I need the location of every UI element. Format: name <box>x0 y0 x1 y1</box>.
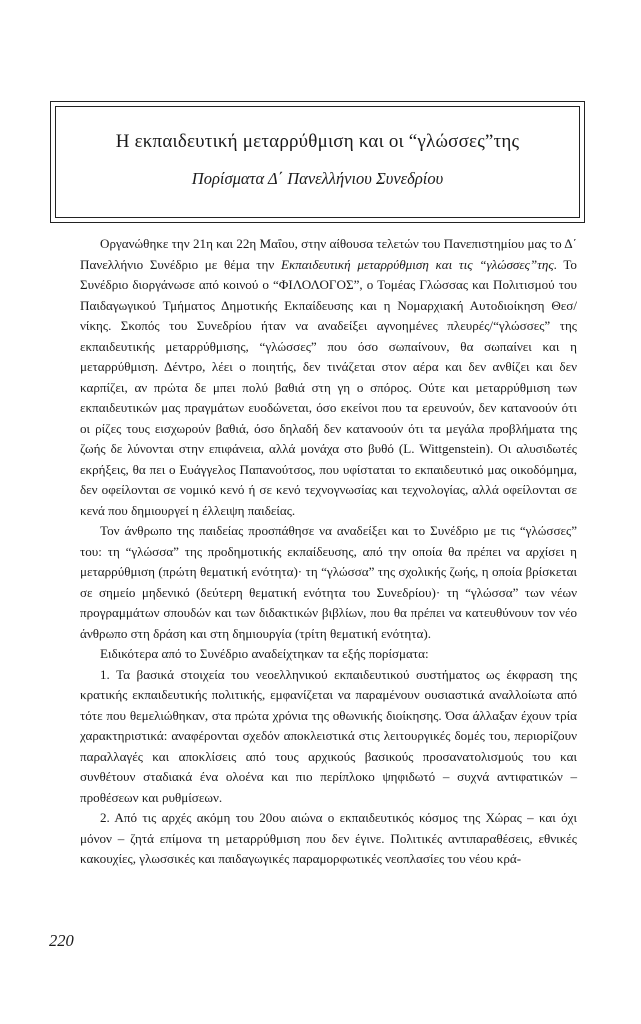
paragraph-2: Τον άνθρωπο της παιδείας προσπάθησε να αναδείξει και το Συνέδριο με τις “γλώσσες” του: τη “γλώσσα” της προδημοτικής εκπαίδευσης, από την οποία θα πρέπει να αρχίσει η μεταρρύθμιση (πρώτη θεματική ενότητα)· τη “γλώσσα” της σχολικής ζωής, η οποία βρίσκεται σε σημείο μηδενικό (δεύτερη θεματική ενότητα του Συνεδρίου)· τη “γλώσσα” των νέων προγραμμάτων σπουδών και των διδακτικών βιβλίων, που θα πρέπει να κατευθύνουν τον νέο άνθρωπο στη δράση και στη δημιουργία (τρίτη θεματική ενότητα). <box>80 523 577 641</box>
paragraph-3: Ειδικότερα από το Συνέδριο αναδείχτηκαν τα εξής πορίσματα: <box>100 646 429 661</box>
paragraph-1-emphasis: Εκπαιδευτική μεταρρύθμιση και τις “γλώσσες”της <box>280 256 554 272</box>
page-number: 220 <box>49 931 74 950</box>
paragraph-4: 1. Τα βασικά στοιχεία του νεοελληνικού εκπαιδευτικού συστήματος ως έκφραση της κρατικής εκπαιδευτικής πολιτικής, εμφανίζεται να παραμένουν ουσιαστικά αναλλοίωτα από τότε που θεμελιώθηκαν, στα πρώτα χρόνια της οθωνικής διοίκησης. Όσα άλλαξαν έχουν τρία χαρακτηριστικά: αναφέρονται σχεδόν αποκλειστικά στις λειτουργικές δομές του, περιορίζουν παραλλαγές και αποκλίσεις από τους αρχικούς βασικούς προσανατολισμούς του και συνθέτουν σταδιακά ένα ολοένα και πιο περίπλοκο ψηφιδωτό – συχνά αντιφατικών – προθέσεων και ρυθμίσεων. <box>80 666 577 805</box>
title-frame <box>50 101 585 223</box>
article-subtitle: Πορίσματα Δ΄ Πανελλήνιου Συνεδρίου <box>191 169 444 188</box>
article-title: Η εκπαιδευτική μεταρρύθμιση και οι “γλώσσες”της <box>115 131 520 152</box>
article-body <box>80 234 577 870</box>
paragraph-1 <box>80 234 577 521</box>
paragraph-1-rest: . Το Συνέδριο διοργάνωσε από κοινού ο “ΦΙΛΟΛΟΓΟΣ”, ο Τομέας Γλώσσας και Πολιτισμού του Παιδαγωγικού Τμήματος Δημοτικής Εκπαίδευσης και η Νομαρχιακή Αυτοδιοίκηση Θεσ/νίκης. Σκοπός του Συνεδρίου ήταν να αναδείξει αγνοημένες πλευρές/“γλώσσες” της εκπαιδευτικής μεταρρύθμισης, “γλώσσες” που όσο σωπαίνουν, θα σωπαίνει και η μεταρρύθμιση. Δέντρο, λέει ο ποιητής, δεν τινάζεται στον αέρα και δεν ανθίζει και δεν καρπίζει, αν πρώτα δε μπει πολύ βαθιά στη γη ο σπόρος. Ούτε και μεταρρύθμιση των εκπαιδευτικών μας πραγμάτων ευοδώνεται, όσο εκείνοι που τα ερευνούν, δεν κατανοούν ότι οι ρίζες τους εισχωρούν βαθιά, όσο δηλαδή δεν κατανοούν ότι τα μεγάλα προβλήματα της ζωής δε λύνονται στην επιφάνεια, αλλά μονάχα στο βυθό (L. Wittgenstein). Οι αλυσιδωτές εκρήξεις, θα πει ο Ευάγγελος Παπανούτσος, που υφίσταται το εκπαιδευτικό μας οικοδόμημα, δεν οφείλονται σε νομικό κενό ή σε κενό τεχνογνωσίας και τεχνολογίας, αλλά οφείλονται σε κενά που δημιουργεί η έλλειψη παιδείας. <box>80 256 577 518</box>
paragraph-5: 2. Από τις αρχές ακόμη του 20ου αιώνα ο εκπαιδευτικός κόσμος της Χώρας – και όχι μόνον – ζητά επίμονα τη μεταρρύθμιση που δεν έγινε. Πολιτικές αντιπαραθέσεις, εθνικές κακουχίες, γλωσσικές και παιδαγωγικές παραμορφωτικές νεοπλασίες του νέου κρά- <box>80 810 577 866</box>
paragraph-1-start: Οργανώθηκε την 21η και 22η Μαΐου, στην αίθουσα τελετών του Πανεπιστημίου μας το Δ΄ Πανελλήνιο Συνέδριο με θέμα την <box>80 236 577 272</box>
title-frame-inner <box>55 106 580 218</box>
